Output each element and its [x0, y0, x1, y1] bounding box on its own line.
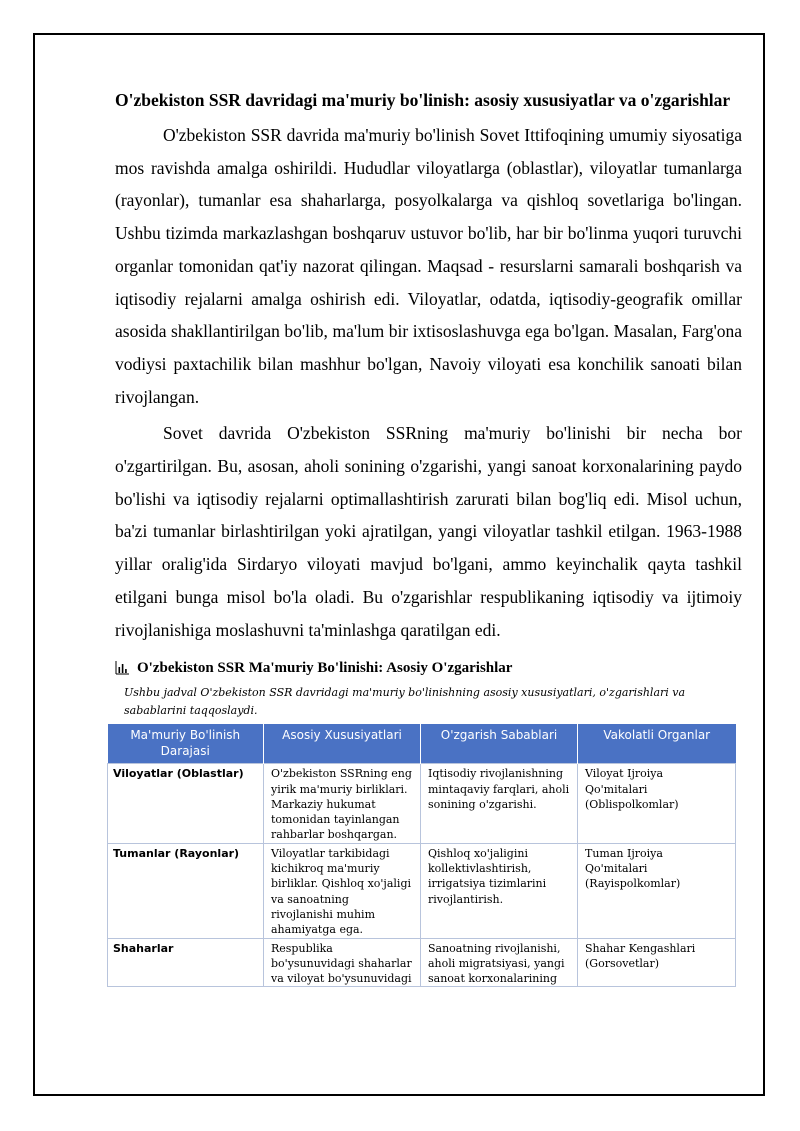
table-cell: Viloyatlar tarkibidagi kichikroq ma'muriy birliklar. Qishloq xo'jaligi va sanoatning rivojlanishi muhim ahamiyatga ega.	[264, 843, 421, 938]
table-cell: O'zbekiston SSRning eng yirik ma'muriy birliklari. Markaziy hukumat tomonidan tayinlangan rahbarlar boshqargan.	[264, 764, 421, 843]
table-cell: Tumanlar (Rayonlar)	[108, 843, 264, 938]
column-header: Ma'muriy Bo'linish Darajasi	[108, 724, 264, 764]
table-heading-text: O'zbekiston SSR Ma'muriy Bo'linishi: Asosiy O'zgarishlar	[137, 660, 513, 677]
paragraph-1: O'zbekiston SSR davrida ma'muriy bo'linish Sovet Ittifoqining umumiy siyosatiga mos ravishda amalga oshirildi. Hududlar viloyatlarga (oblastlar), viloyatlar tumanlarga (rayonlar), tumanlar esa shaharlarga, posyolkalarga va qishloq sovetlariga bo'lingan. Ushbu tizimda markazlashgan boshqaruv ustuvor bo'lib, har bir bo'linma yuqori turuvchi organlar tomonidan qat'iy nazorat qilingan. Maqsad - resurslarni samarali boshqarish va iqtisodiy rejalarni amalga oshirish edi. Viloyatlar, odatda, iqtisodiy-geografik omillar asosida shakllantirilgan bo'lib, ma'lum bir ixtisoslashuvga ega bo'lgan. Masalan, Farg'ona vodiysi paxtachilik bilan mashhur bo'lgan, Navoiy viloyati esa konchilik sanoati bilan rivojlangan.	[115, 125, 742, 407]
table-cell: Respublika bo'ysunuvidagi shaharlar va viloyat bo'ysunuvidagi	[264, 938, 421, 987]
bar-chart-icon	[115, 661, 129, 675]
document-title: O'zbekiston SSR davridagi ma'muriy bo'linish: asosiy xususiyatlar va o'zgarishlar	[115, 90, 731, 110]
table-heading	[115, 658, 742, 678]
table-cell: Shaharlar	[108, 938, 264, 987]
table-cell: Qishloq xo'jaligini kollektivlashtirish, irrigatsiya tizimlarini rivojlantirish.	[421, 843, 578, 938]
table-cell: Viloyat Ijroiya Qo'mitalari (Oblispolkomlar)	[578, 764, 736, 843]
table-cell: Viloyatlar (Oblastlar)	[108, 764, 264, 843]
table-caption: Ushbu jadval O'zbekiston SSR davridagi ma'muriy bo'linishning asosiy xususiyatlari, o'zgarishlari va sabablarini taqqoslaydi.	[124, 686, 686, 718]
table-cell: Sanoatning rivojlanishi, aholi migratsiyasi, yangi sanoat korxonalarining	[421, 938, 578, 987]
column-header: Asosiy Xususiyatlari	[264, 724, 421, 764]
column-header: Vakolatli Organlar	[578, 724, 736, 764]
document-body	[115, 88, 742, 987]
table-row	[108, 843, 736, 938]
table-row	[108, 938, 736, 987]
table-cell: Iqtisodiy rivojlanishning mintaqaviy farqlari, aholi sonining o'zgarishi.	[421, 764, 578, 843]
table-row	[108, 764, 736, 843]
table-cell: Shahar Kengashlari (Gorsovetlar)	[578, 938, 736, 987]
table-header-row	[108, 724, 736, 764]
division-table	[107, 724, 736, 987]
table-cell: Tuman Ijroiya Qo'mitalari (Rayispolkomlar)	[578, 843, 736, 938]
column-header: O'zgarish Sabablari	[421, 724, 578, 764]
paragraph-2: Sovet davrida O'zbekiston SSRning ma'muriy bo'linishi bir necha bor o'zgartirilgan. Bu, asosan, aholi sonining o'zgarishi, yangi sanoat korxonalarining paydo bo'lishi va iqtisodiy rejalarni optimallashtirish zarurati bilan bog'liq edi. Misol uchun, ba'zi tumanlar birlashtirilgan yoki ajratilgan, yangi viloyatlar tashkil etilgan. 1963-1988 yillar oralig'ida Sirdaryo viloyati mavjud bo'lgani, ammo keyinchalik qayta tashkil etilgani bunga misol bo'la oladi. Bu o'zgarishlar respublikaning iqtisodiy va ijtimoiy rivojlanishiga moslashuvni ta'minlashga qaratilgan edi.	[115, 423, 742, 640]
